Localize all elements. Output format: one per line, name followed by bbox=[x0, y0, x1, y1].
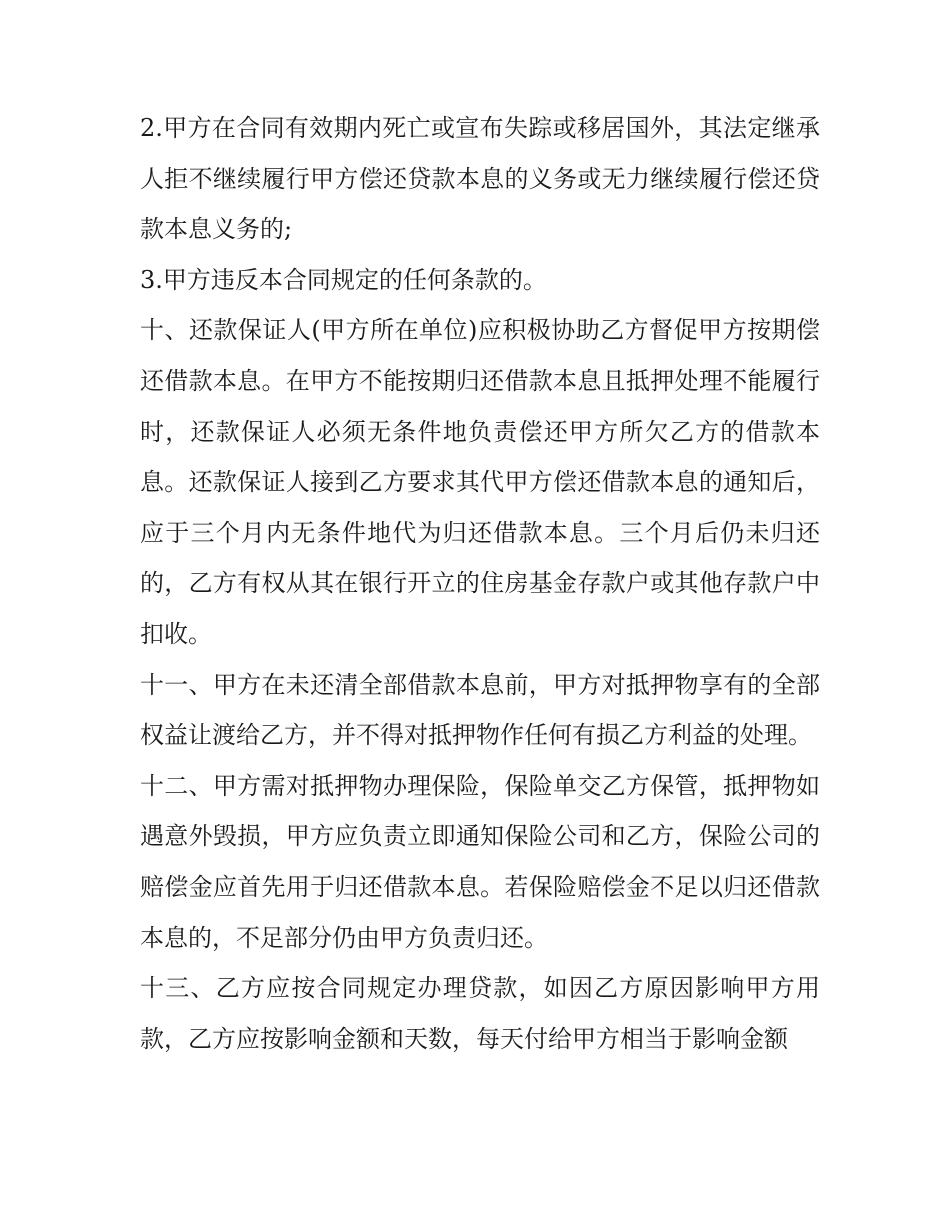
clause-3-paragraph: 3.甲方违反本合同规定的任何条款的。 bbox=[140, 265, 547, 294]
clause-2-paragraph: 2.甲方在合同有效期内死亡或宣布失踪或移居国外，其法定继承人拒不继续履行甲方偿还贷款本息的义务或无力继续履行偿还贷款本息义务的; bbox=[140, 114, 820, 244]
article-13-paragraph: 十三、乙方应按合同规定办理贷款，如因乙方原因影响甲方用款，乙方应按影响金额和天数，每天付给甲方相当于影响金额 bbox=[140, 974, 820, 1053]
article-10-paragraph: 十、还款保证人(甲方所在单位)应积极协助乙方督促甲方按期偿还借款本息。在甲方不能按期归还借款本息且抵押处理不能履行时，还款保证人必须无条件地负责偿还甲方所欠乙方的借款本息。还款保证人接到乙方要求其代甲方偿还借款本息的通知后，应于三个月内无条件地代为归还借款本息。三个月后仍未归还的，乙方有权从其在银行开立的住房基金存款户或其他存款户中扣收。 bbox=[140, 316, 820, 648]
article-11-paragraph: 十一、甲方在未还清全部借款本息前，甲方对抵押物享有的全部权益让渡给乙方，并不得对抵押物作任何有损乙方利益的处理。 bbox=[140, 670, 820, 750]
article-12-paragraph: 十二、甲方需对抵押物办理保险，保险单交乙方保管，抵押物如遇意外毁损，甲方应负责立即通知保险公司和乙方，保险公司的赔偿金应首先用于归还借款本息。若保险赔偿金不足以归还借款本息的，不足部分仍由甲方负责归还。 bbox=[140, 771, 820, 952]
document-page bbox=[140, 103, 820, 1064]
